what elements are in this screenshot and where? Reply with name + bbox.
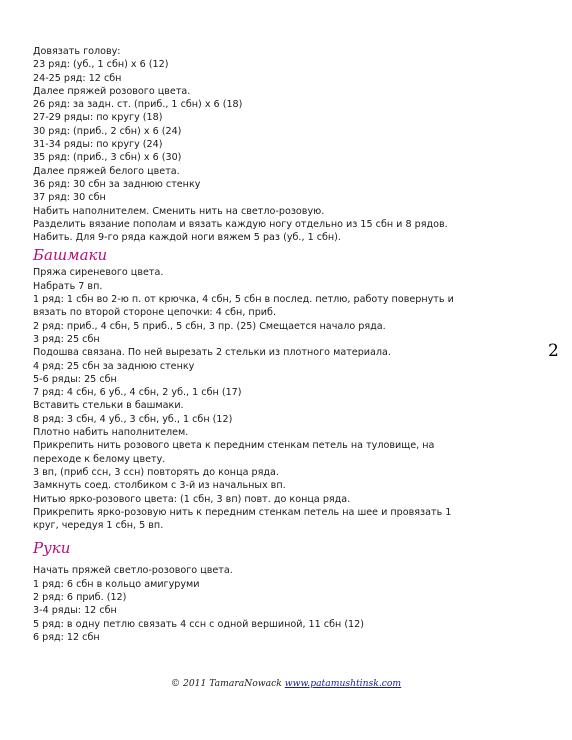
arms-instructions bbox=[33, 564, 543, 644]
text-line: 37 ряд: 30 сбн bbox=[33, 192, 106, 204]
text-line: Начать пряжей светло-розового цвета. bbox=[33, 565, 233, 577]
text-line: переходе к белому цвету. bbox=[33, 453, 166, 465]
text-line: 24-25 ряд: 12 сбн bbox=[33, 72, 122, 84]
page-number: 2 bbox=[548, 341, 559, 361]
text-line: Прикрепить нить розового цвета к передним стенкам петель на туловище, на bbox=[33, 440, 435, 452]
text-line: 3-4 ряды: 12 сбн bbox=[33, 605, 117, 617]
text-line: 2 ряд: приб., 4 сбн, 5 приб., 5 сбн, 3 пр. (25) Смещается начало ряда. bbox=[33, 320, 386, 332]
text-line: Довязать голову: bbox=[33, 46, 121, 57]
text-line: Замкнуть соед. столбиком с 3-й из начальных вп. bbox=[33, 480, 286, 492]
text-line: Далее пряжей белого цвета. bbox=[33, 165, 180, 177]
text-line: Плотно набить наполнителем. bbox=[33, 427, 189, 439]
text-line: Набить. Для 9-го ряда каждой ноги вяжем 5 раз (уб., 1 сбн). bbox=[33, 232, 341, 244]
footer bbox=[0, 678, 572, 689]
text-line: 30 ряд: (приб., 2 сбн) х 6 (24) bbox=[33, 125, 182, 137]
text-line: 6 ряд: 12 сбн bbox=[33, 631, 100, 643]
head-instructions bbox=[33, 45, 543, 244]
text-line: 8 ряд: 3 сбн, 4 уб., 3 сбн, уб., 1 сбн (12) bbox=[33, 413, 233, 425]
text-line: 3 вп, (приб ссн, 3 ссн) повторять до конца ряда. bbox=[33, 466, 279, 478]
footer-link[interactable]: www.patamushtinsk.com bbox=[284, 678, 402, 689]
text-line: 36 ряд: 30 сбн за заднюю стенку bbox=[33, 178, 201, 190]
text-line: 5 ряд: в одну петлю связать 4 ссн с одной вершиной, 11 сбн (12) bbox=[33, 618, 365, 630]
text-line: Прикрепить ярко-розовую нить к передним стенкам петель на шее и провязать 1 bbox=[33, 506, 452, 518]
text-line: Разделить вязание пополам и вязать каждую ногу отдельно из 15 сбн и 8 рядов. bbox=[33, 218, 448, 230]
section-heading-arms: Руки bbox=[33, 539, 71, 558]
document-body bbox=[33, 45, 543, 644]
text-line: 27-29 ряды: по кругу (18) bbox=[33, 112, 163, 124]
text-line: Набрать 7 вп. bbox=[33, 280, 103, 292]
shoes-instructions bbox=[33, 266, 543, 532]
text-line: 5-6 ряды: 25 сбн bbox=[33, 373, 117, 385]
text-line: Далее пряжей розового цвета. bbox=[33, 85, 191, 97]
text-line: Вставить стельки в башмаки. bbox=[33, 400, 184, 412]
text-line: 1 ряд: 6 сбн в кольцо амигуруми bbox=[33, 578, 200, 590]
text-line: Подошва связана. По ней вырезать 2 стельки из плотного материала. bbox=[33, 347, 391, 359]
text-line: 31-34 ряды: по кругу (24) bbox=[33, 139, 163, 151]
footer-copyright: © 2011 TamaraNowack bbox=[170, 678, 282, 689]
text-line: 26 ряд: за задн. ст. (приб., 1 сбн) х 6 (18) bbox=[33, 99, 243, 111]
text-line: 1 ряд: 1 сбн во 2-ю п. от крючка, 4 сбн, 5 сбн в послед. петлю, работу повернуть и bbox=[33, 294, 454, 306]
section-heading-shoes: Башмаки bbox=[33, 246, 108, 265]
text-line: Пряжа сиреневого цвета. bbox=[33, 267, 164, 279]
text-line: Набить наполнителем. Сменить нить на светло-розовую. bbox=[33, 205, 325, 217]
text-line: 4 ряд: 25 сбн за заднюю стенку bbox=[33, 360, 195, 372]
text-line: вязать по второй стороне цепочки: 4 сбн, приб. bbox=[33, 307, 276, 319]
text-line: 3 ряд: 25 сбн bbox=[33, 333, 100, 345]
text-line: 35 ряд: (приб., 3 сбн) х 6 (30) bbox=[33, 152, 182, 164]
text-line: Нитью ярко-розового цвета: (1 сбн, 3 вп) повт. до конца ряда. bbox=[33, 493, 351, 505]
text-line: 23 ряд: (уб., 1 сбн) х 6 (12) bbox=[33, 59, 169, 71]
text-line: 7 ряд: 4 сбн, 6 уб., 4 сбн, 2 уб., 1 сбн (17) bbox=[33, 387, 242, 399]
text-line: 2 ряд: 6 приб. (12) bbox=[33, 591, 127, 603]
text-line: круг, чередуя 1 сбн, 5 вп. bbox=[33, 520, 164, 532]
